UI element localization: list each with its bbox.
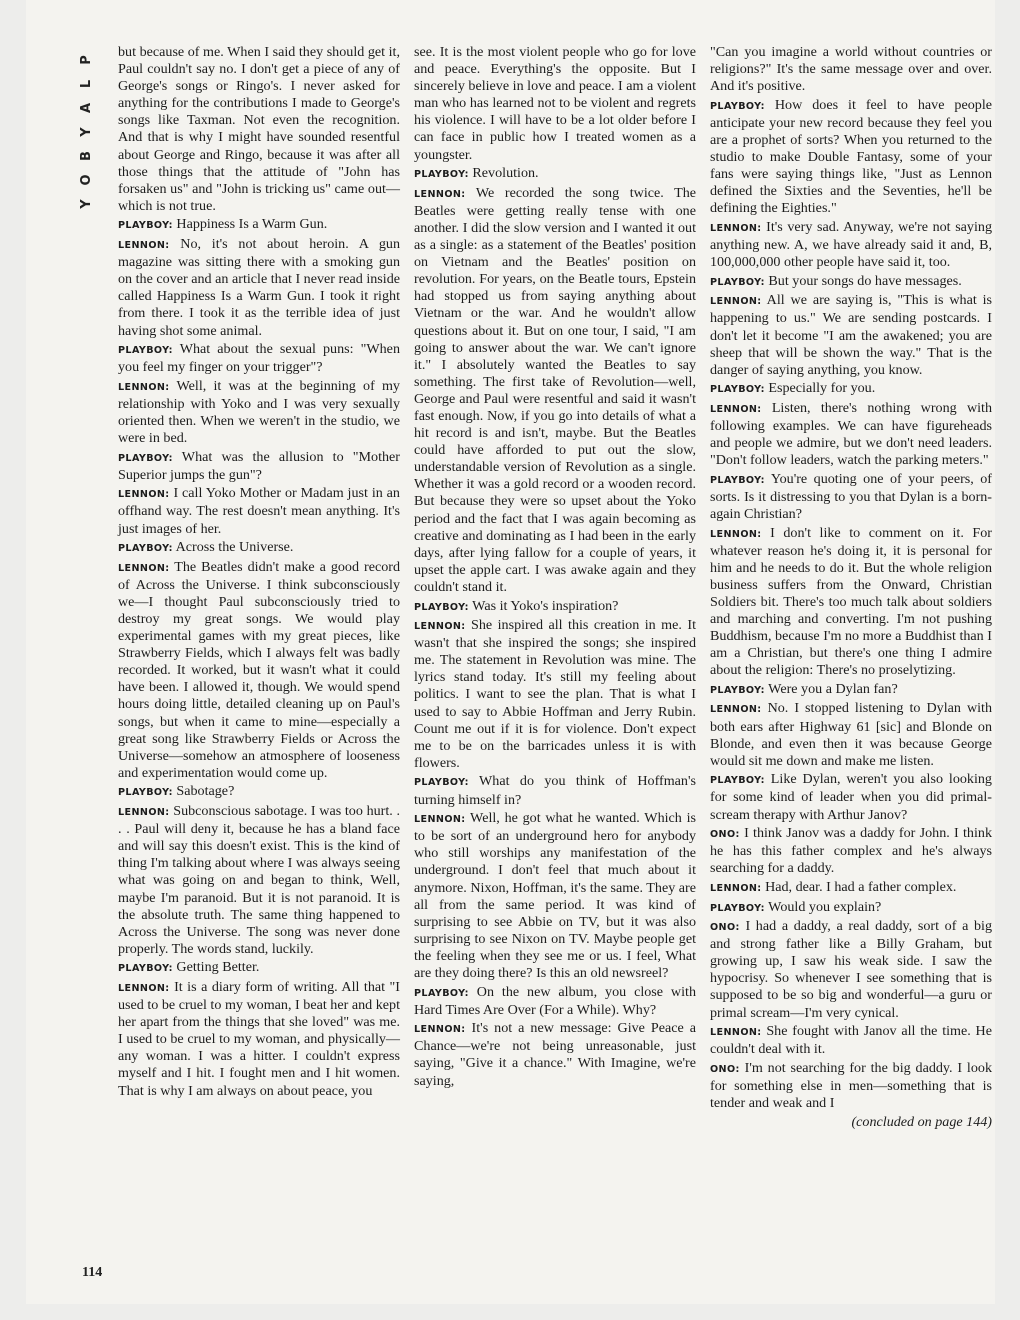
- speaker-label: ONO:: [710, 922, 740, 934]
- paragraph-text: but because of me. When I said they should get it, Paul couldn't say no. I don't get a piece of any of George's songs or Ringo's. I never asked for anything for the contributions I made to George's songs like Taxman. Not even the recognition. And that is why I might have sounded resentful about George and Ringo, because it was after all those things that the attitude of "John has forsaken us" and "John is tricking us" came out—which is not true.: [118, 44, 400, 214]
- speaker-label: PLAYBOY:: [710, 775, 765, 787]
- interview-paragraph: [414, 617, 696, 772]
- speaker-label: PLAYBOY:: [710, 100, 765, 112]
- paragraph-text: We recorded the song twice. The Beatles were getting really tense with one another. I did the slow version and I wanted it out as a single: as a statement of the Beatles' position on Vietnam and the Beatles' position on revolution. For years, on the Beatle tours, Epstein had stopped us from saying anything about Vietnam or the war. And he wouldn't allow questions about it. But on one tour, I said, "I am going to answer about the war. We can't ignore it." I absolutely wanted the Beatles to say something. The first take of Revolution—well, George and Paul were resentful and said it wasn't fast enough. Now, if you go into details of what a hit record is and isn't, maybe. But the Beatles could have afforded to put out the slow, understandable version of Revolution as a single. Whether it was a gold record or a wooden record. But because they were so upset about the Yoko period and the fact that I was again becoming as creative and dominating as I had been in the early days, after lying fallow for a couple of years, it upset the apple cart. I was awake again and they couldn't stand it.: [414, 184, 696, 595]
- paragraph-text: Sabotage?: [176, 783, 235, 800]
- paragraph-text: I think Janov was a daddy for John. I think he has this father complex and he's always searching for a daddy.: [710, 825, 992, 877]
- interview-paragraph: [710, 825, 992, 877]
- running-head-letter: L: [79, 79, 94, 89]
- speaker-label: PLAYBOY:: [710, 384, 765, 396]
- text-column-1: [118, 44, 400, 1101]
- speaker-label: PLAYBOY:: [710, 474, 765, 486]
- speaker-label: LENNON:: [710, 1027, 762, 1039]
- running-head-letter: Y: [79, 127, 94, 137]
- paragraph-text: Revolution.: [472, 165, 539, 182]
- continued-paragraph: [710, 44, 992, 95]
- interview-paragraph: [710, 1023, 992, 1058]
- paragraph-text: What about the sexual puns: "When you feel my finger on your trigger"?: [118, 341, 400, 376]
- paragraph-text: Listen, there's nothing wrong with following examples. We can have figureheads and people we admire, but we don't need leaders. "Don't follow leaders, watch the parking meters.": [710, 399, 992, 469]
- paragraph-text: No, it's not about heroin. A gun magazine was sitting there with a smoking gun on the cover and an article that I never read inside called Happiness Is a Warm Gun. I took it right from there. I took it as the terrible idea of just having shot some animal.: [118, 236, 400, 339]
- paragraph-text: Were you a Dylan fan?: [768, 680, 898, 697]
- paragraph-text: I had a daddy, a real daddy, sort of a big and strong father like a Billy Graham, but growing up, I saw his weak side. I saw the hypocrisy. So whenever I see something that is supposed to be so big and wonderful—a guru or primal scream—I'm very cynical.: [710, 918, 993, 1021]
- interview-paragraph: [118, 539, 400, 557]
- paragraph-text: Across the Universe.: [175, 539, 294, 556]
- speaker-label: LENNON:: [118, 562, 170, 574]
- interview-paragraph: [118, 803, 400, 958]
- speaker-label: ONO:: [710, 829, 740, 841]
- paragraph-text: Well, he got what he wanted. Which is to be sort of an underground hero for anybody who still worships any manifestation of the underground. I don't feel that much about it anymore. Nixon, Hoffman, it's the same. They are all from the same period. It was kind of surprising to see Abbie on TV, but it was also surprising to see Nixon on TV. Maybe people get the feeling when they see me or us. I feel, What are they doing there? Is this an old newsreel?: [414, 810, 696, 981]
- paragraph-text: It is a diary form of writing. All that "I used to be cruel to my woman, I beat her and kept her apart from the things that she loved" was me. I used to be cruel to my woman, and physically—any woman. I was a hitter. I couldn't express myself and I hit. I fought men and I hit women. That is why I am always on about peace, you: [118, 978, 400, 1099]
- running-head: [78, 48, 96, 216]
- paragraph-text: Would you explain?: [768, 898, 882, 915]
- interview-paragraph: [118, 485, 400, 537]
- text-column-3: [710, 44, 992, 1132]
- interview-paragraph: [414, 598, 696, 616]
- speaker-label: PLAYBOY:: [414, 601, 469, 613]
- speaker-label: LENNON:: [710, 296, 762, 308]
- interview-paragraph: [710, 219, 992, 271]
- interview-paragraph: [118, 216, 400, 234]
- speaker-label: PLAYBOY:: [118, 452, 173, 464]
- interview-paragraph: [118, 378, 400, 447]
- continued-paragraph: [118, 44, 400, 215]
- paragraph-text: "Can you imagine a world without countries or religions?" It's the same message over and over. And it's positive.: [710, 44, 992, 95]
- interview-paragraph: [414, 1020, 696, 1089]
- paragraph-text: On the new album, you close with Hard Times Are Over (For a While). Why?: [414, 983, 696, 1018]
- speaker-label: LENNON:: [414, 814, 466, 826]
- continued-paragraph: [414, 44, 696, 164]
- interview-paragraph: [118, 236, 400, 340]
- speaker-label: LENNON:: [710, 222, 762, 234]
- interview-paragraph: [710, 700, 992, 769]
- interview-paragraph: [710, 1060, 992, 1112]
- speaker-label: LENNON:: [710, 403, 762, 415]
- speaker-label: LENNON:: [118, 982, 170, 994]
- paragraph-text: But your songs do have messages.: [768, 272, 962, 289]
- speaker-label: LENNON:: [414, 621, 466, 633]
- running-head-letter: A: [79, 102, 94, 114]
- interview-paragraph: [710, 771, 992, 823]
- speaker-label: PLAYBOY:: [414, 777, 469, 789]
- speaker-label: LENNON:: [414, 1024, 466, 1036]
- speaker-label: PLAYBOY:: [118, 787, 173, 799]
- paragraph-text: Had, dear. I had a father complex.: [765, 878, 957, 895]
- speaker-label: LENNON:: [118, 381, 170, 393]
- paragraph-text: The Beatles didn't make a good record of Across the Universe. I think subconsciously we—I thought Paul subconsciously tried to destroy my great songs. We would play experimental games with my great pieces, like Strawberry Fields, which I always felt was badly recorded. It worked, but it wasn't what it could have been. I allowed it, though. We would spend hours doing little, detailed cleaning up on Paul's songs, but when it came to mine—especially a great song like Strawberry Fields or Across the Universe—somehow an atmosphere of looseness and experimentation would come up.: [118, 558, 400, 781]
- paragraph-text: It's very sad. Anyway, we're not saying anything new. A, we have already said it and, B, 100,000,000 other people have said it, too.: [710, 218, 992, 271]
- speaker-label: LENNON:: [710, 704, 762, 716]
- speaker-label: PLAYBOY:: [414, 987, 469, 999]
- interview-paragraph: [710, 400, 992, 469]
- interview-paragraph: [710, 380, 992, 398]
- paragraph-text: Especially for you.: [768, 380, 876, 397]
- interview-paragraph: [118, 559, 400, 782]
- paragraph-text: All we are saying is, "This is what is happening to us." We are sending postcards. I don't let it become "I am the awakened; you are sheep that will be shown the way." That is the danger of saying anything, you know.: [710, 292, 993, 378]
- page-number: 114: [82, 1265, 103, 1280]
- running-head-letter: O: [79, 174, 94, 186]
- paragraph-text: Subconscious sabotage. I was too hurt. . . . Paul will deny it, because he has a bland face and will say this doesn't exist. This is the kind of thing I'm talking about where I was always seeing what was going on and began to think, Well, maybe I'm paranoid. But it is not paranoid. It is the absolute truth. The same thing happened to Across the Universe. The song was never done properly. The words stand, luckily.: [118, 803, 401, 957]
- paragraph-text: Well, it was at the beginning of my relationship with Yoko and I was very sexually oriented then. When we weren't in the studio, we were in bed.: [118, 377, 400, 447]
- paragraph-text: She inspired all this creation in me. It wasn't that she inspired the songs; she inspired me. The statement in Revolution was mine. The lyrics stand today. It's still my feeling about politics. I want to see the plan. That is what I used to say to Abbie Hoffman and Jerry Rubin. Count me out if it is for violence. Don't expect me to be on the barricades unless it is with flowers.: [414, 617, 696, 771]
- interview-paragraph: [414, 984, 696, 1019]
- interview-paragraph: [710, 292, 992, 378]
- paragraph-text: Like Dylan, weren't you also looking for some kind of leader when you did primal-scream therapy with Arthur Janov?: [710, 771, 992, 823]
- paragraph-text: She fought with Janov all the time. He couldn't deal with it.: [710, 1023, 992, 1058]
- running-head-letter: B: [79, 151, 94, 161]
- paragraph-text: It's not a new message: Give Peace a Chance—we're not being unreasonable, just saying, "Give it a chance." With Imagine, we're saying,: [414, 1020, 697, 1089]
- paragraph-text: What was the allusion to "Mother Superior jumps the gun"?: [118, 448, 401, 483]
- paragraph-text: Getting Better.: [176, 959, 260, 976]
- paragraph-text: You're quoting one of your peers, of sorts. Is it distressing to you that Dylan is a born-again Christian?: [710, 470, 992, 522]
- running-head-letter: P: [79, 55, 94, 65]
- paragraph-text: see. It is the most violent people who go for love and peace. Everything's the opposite. But I sincerely believe in love and peace. I am a violent man who has learned not to be violent and regrets his violence. I will have to be a lot older before I can face in public how I treated women as a youngster.: [414, 44, 696, 163]
- text-column-2: [414, 44, 696, 1091]
- interview-paragraph: [710, 918, 992, 1022]
- interview-paragraph: [414, 185, 696, 596]
- paragraph-text: No. I stopped listening to Dylan with both ears after Highway 61 [sic] and Blonde on Blonde, and even then it was because George would sit me down and make me listen.: [710, 700, 992, 769]
- interview-paragraph: [710, 879, 992, 897]
- interview-paragraph: [118, 959, 400, 977]
- speaker-label: PLAYBOY:: [118, 963, 173, 975]
- paragraph-text: What do you think of Hoffman's turning himself in?: [414, 773, 696, 808]
- interview-paragraph: [710, 899, 992, 917]
- speaker-label: PLAYBOY:: [118, 345, 173, 357]
- speaker-label: PLAYBOY:: [118, 220, 173, 232]
- speaker-label: LENNON:: [118, 489, 170, 501]
- speaker-label: LENNON:: [118, 240, 170, 252]
- running-head-letter: Y: [79, 199, 94, 209]
- speaker-label: ONO:: [710, 1063, 740, 1075]
- paragraph-text: I don't like to comment on it. For whatever reason he's doing it, it is personal for him and he needs to do it. But the whole religion business suffers from the Onward, Christian Soldiers bit. There's too much talk about soldiers and marching and converting. I'm not pushing Buddhism, because I'm no more a Buddhist than I am a Christian, but there's one thing I admire about the religion: There's no proselytizing.: [710, 524, 992, 679]
- paragraph-text: I'm not searching for the big daddy. I look for something else in men—something that is tender and weak and I: [710, 1059, 992, 1112]
- paragraph-text: Happiness Is a Warm Gun.: [176, 216, 328, 233]
- interview-paragraph: [710, 97, 992, 218]
- speaker-label: LENNON:: [414, 188, 466, 200]
- speaker-label: PLAYBOY:: [414, 169, 469, 181]
- magazine-page: [26, 0, 995, 1304]
- paragraph-text: Was it Yoko's inspiration?: [472, 597, 619, 614]
- continuation-note: (concluded on page 144): [851, 1113, 992, 1130]
- interview-paragraph: [710, 471, 992, 523]
- interview-paragraph: [710, 525, 992, 680]
- speaker-label: LENNON:: [710, 882, 762, 894]
- speaker-label: LENNON:: [118, 807, 170, 819]
- speaker-label: PLAYBOY:: [710, 684, 765, 696]
- interview-paragraph: [414, 810, 696, 982]
- interview-paragraph: [118, 449, 400, 484]
- interview-paragraph: [118, 783, 400, 801]
- speaker-label: LENNON:: [710, 528, 762, 540]
- interview-paragraph: [710, 273, 992, 291]
- interview-paragraph: [414, 773, 696, 808]
- paragraph-text: I call Yoko Mother or Madam just in an offhand way. The rest doesn't mean anything. It's just images of her.: [118, 485, 400, 537]
- paragraph-text: How does it feel to have people anticipate your new record because they feel you are a prophet of sorts? When you returned to the studio to make Double Fantasy, some of your fans were saying things like, "Just as Lennon defined the Sixties and the Seventies, he'll be defining the Eighties.": [710, 96, 993, 217]
- speaker-label: PLAYBOY:: [710, 902, 765, 914]
- speaker-label: PLAYBOY:: [710, 276, 765, 288]
- interview-paragraph: [118, 341, 400, 376]
- interview-paragraph: [118, 979, 400, 1100]
- interview-paragraph: [414, 165, 696, 183]
- speaker-label: PLAYBOY:: [118, 543, 173, 555]
- interview-paragraph: [710, 681, 992, 699]
